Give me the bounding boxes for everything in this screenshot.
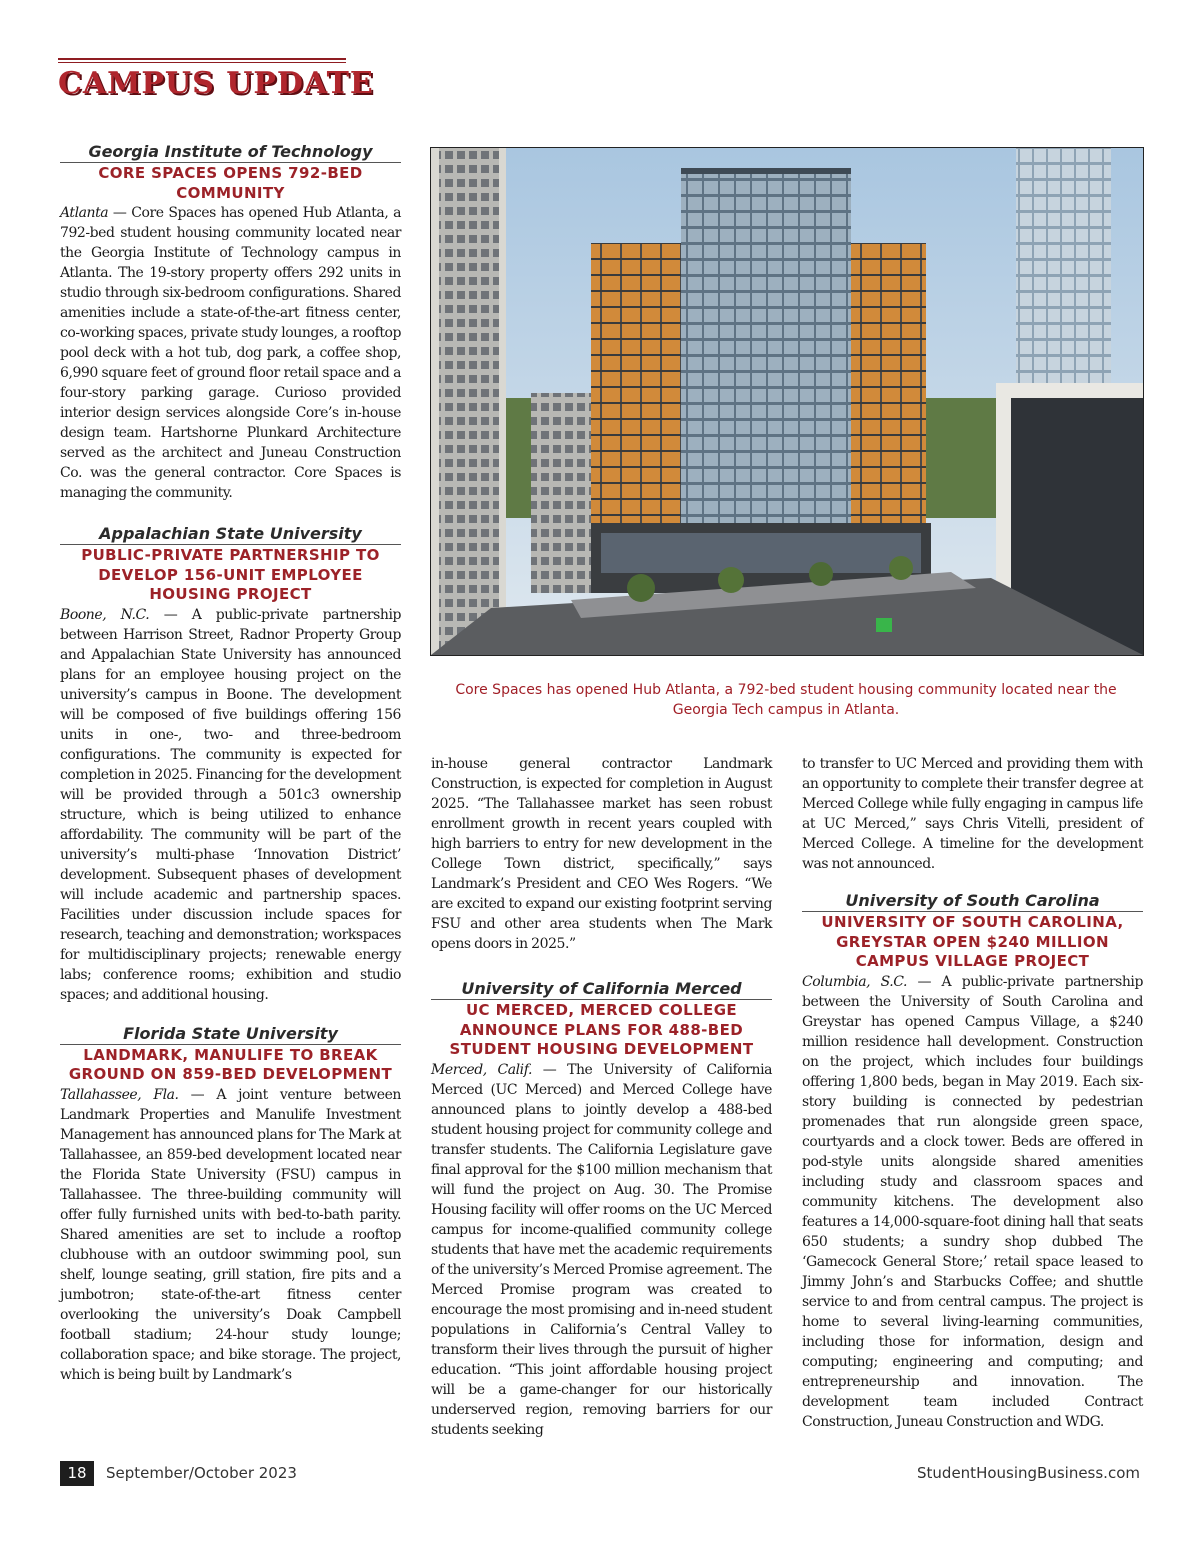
article-dateline: Merced, Calif. — [431, 1061, 532, 1078]
article-text: — A public-private partnership between the University of South Carolina and Greystar has opened Campus Village, a $240 million residence hall development. Construction on the project, which includes four buildings offering 1,800 beds, began in May 2019. Each six-story building is connected by pedestrian promenades that run alongside green space, courtyards and a clock tower. Beds are offered in pod-style units alongside shared amenities including study and classroom spaces and community kitchens. The development also features a 14,000-square-foot dining hall that seats 650 students; a sundry shop dubbed The ‘Gamecock General Store;’ retail space leased to Jimmy John’s and Starbucks Coffee; and shuttle service to and from central campus. The project is home to several living-learning communities, including those for information, design and computing; engineering and computing; and entrepreneurship and innovation. The development team included Contract Construction, Juneau Construction and WDG. — [802, 973, 1143, 1430]
header-rule-top — [58, 58, 346, 60]
article-text: — The University of California Merced (UC Merced) and Merced College have announced plans to jointly develop a 488-bed student housing project for community college and transfer students. The California Legislature gave final approval for the $100 million mechanism that will fund the project on Aug. 30. The Promise Housing facility will offer rooms on the UC Merced campus for income-qualified community college students that have met the academic requirements of the university’s Merced Promise agreement. The Merced Promise program was created to encourage the most promising and in-need student populations in California’s Central Valley to transform their lives through the pursuit of higher education. “This joint affordable housing project will be a game-changer for our historically underserved region, removing barriers for our students seeking — [431, 1061, 772, 1438]
section-title: CAMPUS UPDATE — [58, 66, 374, 101]
article-body — [60, 605, 401, 1005]
article-headline: LANDMARK, MANULIFE TO BREAK GROUND ON 859-BED DEVELOPMENT — [68, 1045, 393, 1083]
article-south-carolina — [802, 892, 1143, 1432]
issue-date: September/October 2023 — [106, 1464, 297, 1482]
page-number: 18 — [60, 1461, 94, 1486]
article-headline: UC MERCED, MERCED COLLEGE ANNOUNCE PLANS FOR 488-BED STUDENT HOUSING DEVELOPMENT — [449, 1001, 754, 1058]
article-headline: UNIVERSITY OF SOUTH CAROLINA, GREYSTAR OPEN $240 MILLION CAMPUS VILLAGE PROJECT — [821, 913, 1124, 970]
website-url: StudentHousingBusiness.com — [917, 1464, 1140, 1482]
article-florida-state — [60, 1025, 401, 1385]
article-body — [60, 203, 401, 503]
photo-caption: Core Spaces has opened Hub Atlanta, a 792-bed student housing community located near the Georgia Tech campus in Atlanta. — [455, 682, 1117, 718]
building-illustration — [431, 148, 1143, 655]
article-school: Florida State University — [60, 1025, 401, 1045]
article-uc-merced — [431, 980, 772, 1440]
column-right — [802, 754, 1143, 1432]
article-school: University of California Merced — [431, 980, 772, 1000]
article-school: University of South Carolina — [802, 892, 1143, 912]
article-body-continued: to transfer to UC Merced and providing them with an opportunity to complete their transfer degree at Merced College while fully engaging in campus life at UC Merced,” says Chris Vitelli, president of Merced College. A timeline for the development was not announced. — [802, 756, 1143, 872]
article-text: — Core Spaces has opened Hub Atlanta, a 792-bed student housing community located near the Georgia Institute of Technology campus in Atlanta. The 19-story property offers 292 units in studio through six-bedroom configurations. Shared amenities include a state-of-the-art fitness center, co-working spaces, private study lounges, a rooftop pool deck with a hot tub, dog park, a coffee shop, 6,990 square feet of ground floor retail space and a four-story parking garage. Curioso provided interior design services alongside Core’s in-house design team. Hartshorne Plunkard Architecture served as the architect and Juneau Construction Co. was the general contractor. Core Spaces is managing the community. — [60, 205, 401, 501]
article-text: — A public-private partnership between Harrison Street, Radnor Property Group and Appalachian State University has announced plans for an employee housing project on the university’s campus in Boone. The development will be composed of five buildings offering 156 units in one-, two- and three-bedroom configurations. The community is expected for completion in 2025. Financing for the development will be provided through a 501c3 ownership structure, which is being utilized to enhance affordability. The community will be part of the university’s multi-phase ‘Innovation District’ development. Subsequent phases of development will include academic and partnership spaces. Facilities under discussion include spaces for research, teaching and demonstration; workspaces for multidisciplinary projects; renewable energy labs; conference rooms; exhibition and studio spaces; and additional housing. — [60, 606, 401, 1003]
article-body — [60, 1085, 401, 1385]
header-rule-bottom — [58, 62, 346, 63]
article-appalachian-state — [60, 525, 401, 1005]
article-headline: PUBLIC-PRIVATE PARTNERSHIP TO DEVELOP 156-UNIT EMPLOYEE HOUSING PROJECT — [81, 546, 380, 603]
article-school: Georgia Institute of Technology — [60, 143, 401, 163]
article-body — [431, 1060, 772, 1440]
article-dateline: Boone, N.C. — [60, 606, 150, 623]
article-dateline: Columbia, S.C. — [802, 973, 907, 990]
hub-atlanta-photo — [430, 147, 1144, 656]
article-body-continued: in-house general contractor Landmark Construction, is expected for completion in August 2025. “The Tallahassee market has seen robust enrollment growth in recent years coupled with high barriers to entry for new development in the College Town district, specifically,” says Landmark’s President and CEO Wes Rogers. “We are excited to expand our existing footprint serving FSU and other area students when The Mark opens doors in 2025.” — [431, 756, 772, 952]
article-dateline: Atlanta — [60, 205, 109, 221]
article-dateline: Tallahassee, Fla. — [60, 1086, 179, 1103]
article-body — [802, 972, 1143, 1432]
column-middle — [431, 754, 772, 1440]
article-headline: CORE SPACES OPENS 792-BED COMMUNITY — [98, 164, 363, 202]
article-text: — A joint venture between Landmark Properties and Manulife Investment Management has announced plans for The Mark at Tallahassee, an 859-bed development located near the Florida State University (FSU) campus in Tallahassee. The three-building community will offer fully furnished units with bed-to-bath parity. Shared amenities are set to include a rooftop clubhouse with an outdoor swimming pool, sun shelf, lounge seating, grill station, fire pits and a jumbotron; state-of-the-art fitness center overlooking the university’s Doak Campbell football stadium; 24-hour study lounge; collaboration space; and bike storage. The project, which is being built by Landmark’s — [60, 1086, 401, 1383]
article-georgia-tech — [60, 143, 401, 503]
article-school: Appalachian State University — [60, 525, 401, 545]
column-left — [60, 143, 401, 1385]
